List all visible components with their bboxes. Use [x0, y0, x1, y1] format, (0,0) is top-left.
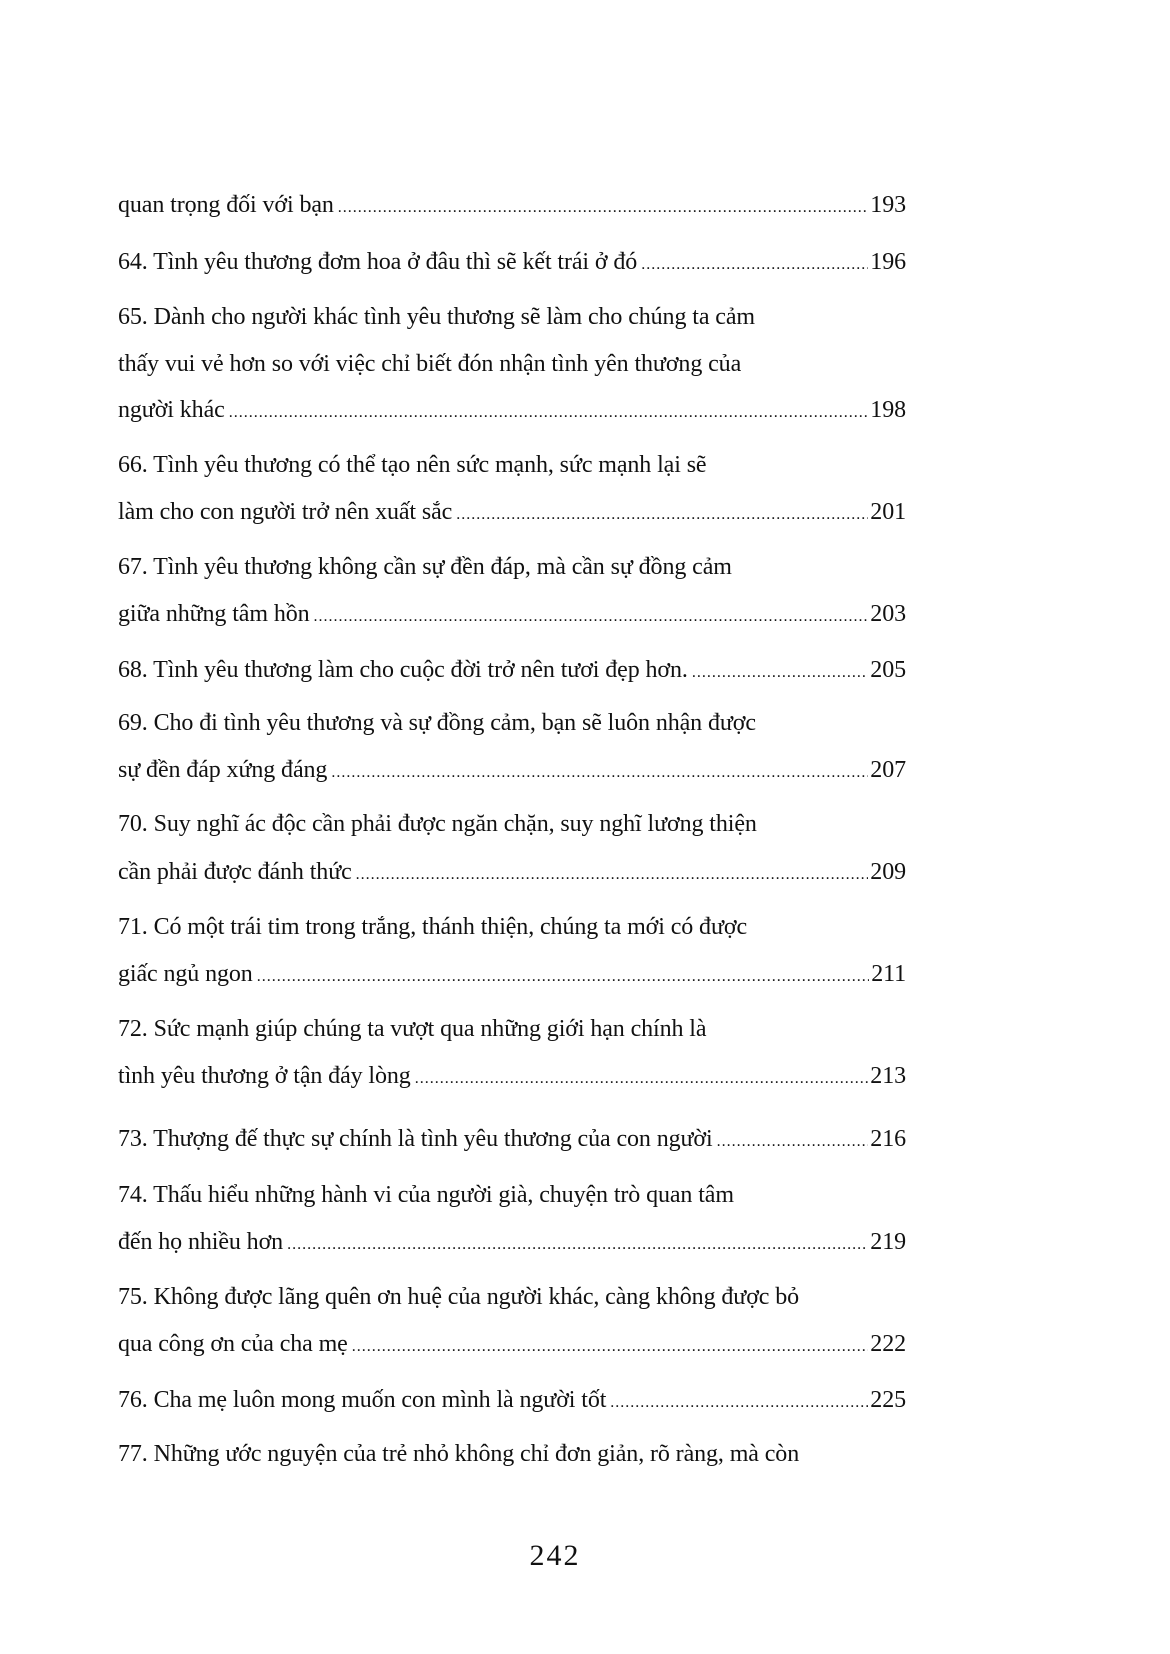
toc-entry-line: [118, 1328, 906, 1360]
toc-entry-line: [118, 654, 906, 686]
dot-leader: [456, 499, 868, 531]
toc-entry-line: [118, 246, 906, 278]
toc-entry-line: [118, 348, 906, 380]
toc-entry-line: [118, 958, 906, 990]
toc-entry-line: [118, 1281, 906, 1313]
toc-page-number: 196: [870, 249, 906, 275]
toc-entry-text: sự đền đáp xứng đáng: [118, 757, 328, 783]
toc-entry-line: [118, 856, 906, 888]
toc-entry-text: đến họ nhiều hơn: [118, 1229, 284, 1255]
dot-leader: [257, 961, 870, 993]
toc-entry-line: [118, 911, 906, 943]
toc-page-number: 198: [870, 397, 906, 423]
toc-entry-line: [118, 189, 906, 221]
toc-entry-text: 75. Không được lãng quên ơn huệ của người khác, càng không được bỏ: [118, 1284, 800, 1310]
toc-entry-line: [118, 754, 906, 786]
toc-entry-line: [118, 301, 906, 333]
toc-entry-text: 76. Cha mẹ luôn mong muốn con mình là người tốt: [118, 1387, 607, 1413]
toc-entry-text: 77. Những ước nguyện của trẻ nhỏ không chỉ đơn giản, rõ ràng, mà còn: [118, 1441, 800, 1467]
toc-entry-line: [118, 551, 906, 583]
toc-entry-line: [118, 1060, 906, 1092]
toc-entry-text: tình yêu thương ở tận đáy lòng: [118, 1063, 411, 1089]
toc-page-number: 201: [870, 499, 906, 525]
toc-page-number: 207: [870, 757, 906, 783]
dot-leader: [641, 249, 868, 281]
dot-leader: [415, 1063, 869, 1095]
dot-leader: [229, 397, 869, 429]
toc-entry-line: [118, 1384, 906, 1416]
dot-leader: [717, 1126, 869, 1158]
toc-entry-text: 68. Tình yêu thương làm cho cuộc đời trở nên tươi đẹp hơn.: [118, 657, 688, 683]
toc-entry-line: [118, 1226, 906, 1258]
toc-page-number: 222: [870, 1331, 906, 1357]
toc-entry-text: người khác: [118, 397, 225, 423]
dot-leader: [287, 1229, 868, 1261]
toc-entry-line: [118, 707, 906, 739]
toc-entry-text: 65. Dành cho người khác tình yêu thương sẽ làm cho chúng ta cảm: [118, 304, 755, 330]
toc-entry-text: cần phải được đánh thức: [118, 859, 352, 885]
toc-entry-line: [118, 598, 906, 630]
toc-page-number: 216: [870, 1126, 906, 1152]
toc-entry-text: 72. Sức mạnh giúp chúng ta vượt qua những giới hạn chính là: [118, 1016, 707, 1042]
toc-entry-text: làm cho con người trở nên xuất sắc: [118, 499, 453, 525]
toc-entry-text: 73. Thượng đế thực sự chính là tình yêu thương của con người: [118, 1126, 713, 1152]
toc-page-number: 213: [870, 1063, 906, 1089]
toc-entry-text: giữa những tâm hồn: [118, 601, 310, 627]
toc-entry-line: [118, 394, 906, 426]
toc-entry-line: [118, 1123, 906, 1155]
toc-entry-text: 74. Thấu hiểu những hành vi của người già, chuyện trò quan tâm: [118, 1182, 734, 1208]
dot-leader: [692, 657, 868, 689]
toc-entry-text: quan trọng đối với bạn: [118, 192, 334, 218]
toc-entry-text: qua công ơn của cha mẹ: [118, 1331, 348, 1357]
dot-leader: [338, 192, 869, 224]
toc-page-number: 209: [870, 859, 906, 885]
toc-page-number: 193: [870, 192, 906, 218]
toc-entry-text: 67. Tình yêu thương không cần sự đền đáp, mà cần sự đồng cảm: [118, 554, 732, 580]
toc-entry-text: 70. Suy nghĩ ác độc cần phải được ngăn chặn, suy nghĩ lương thiện: [118, 811, 757, 837]
toc-entry-line: [118, 1179, 906, 1211]
dot-leader: [352, 1331, 869, 1363]
toc-entry-line: [118, 808, 906, 840]
toc-entry-line: [118, 496, 906, 528]
toc-page-number: 225: [870, 1387, 906, 1413]
dot-leader: [331, 757, 868, 789]
toc-entry-text: 71. Có một trái tim trong trắng, thánh thiện, chúng ta mới có được: [118, 914, 748, 940]
toc-page-number: 219: [870, 1229, 906, 1255]
toc-entry-line: [118, 1013, 906, 1045]
toc-page-number: 203: [870, 601, 906, 627]
toc-entry-text: 64. Tình yêu thương đơm hoa ở đâu thì sẽ kết trái ở đó: [118, 249, 638, 275]
toc-page-number: 205: [870, 657, 906, 683]
dot-leader: [610, 1387, 868, 1419]
dot-leader: [356, 859, 869, 891]
page-number: 242: [529, 1539, 581, 1572]
toc-entry-text: 69. Cho đi tình yêu thương và sự đồng cảm, bạn sẽ luôn nhận được: [118, 710, 756, 736]
toc-entry-line: [118, 449, 906, 481]
toc-entry-text: thấy vui vẻ hơn so với việc chỉ biết đón nhận tình yên thương của: [118, 351, 742, 377]
toc-entry-text: 66. Tình yêu thương có thể tạo nên sức mạnh, sức mạnh lại sẽ: [118, 452, 707, 478]
toc-entry-line: [118, 1438, 906, 1470]
dot-leader: [314, 601, 869, 633]
toc-entry-text: giấc ngủ ngon: [118, 961, 253, 987]
toc-page-number: 211: [871, 961, 906, 987]
